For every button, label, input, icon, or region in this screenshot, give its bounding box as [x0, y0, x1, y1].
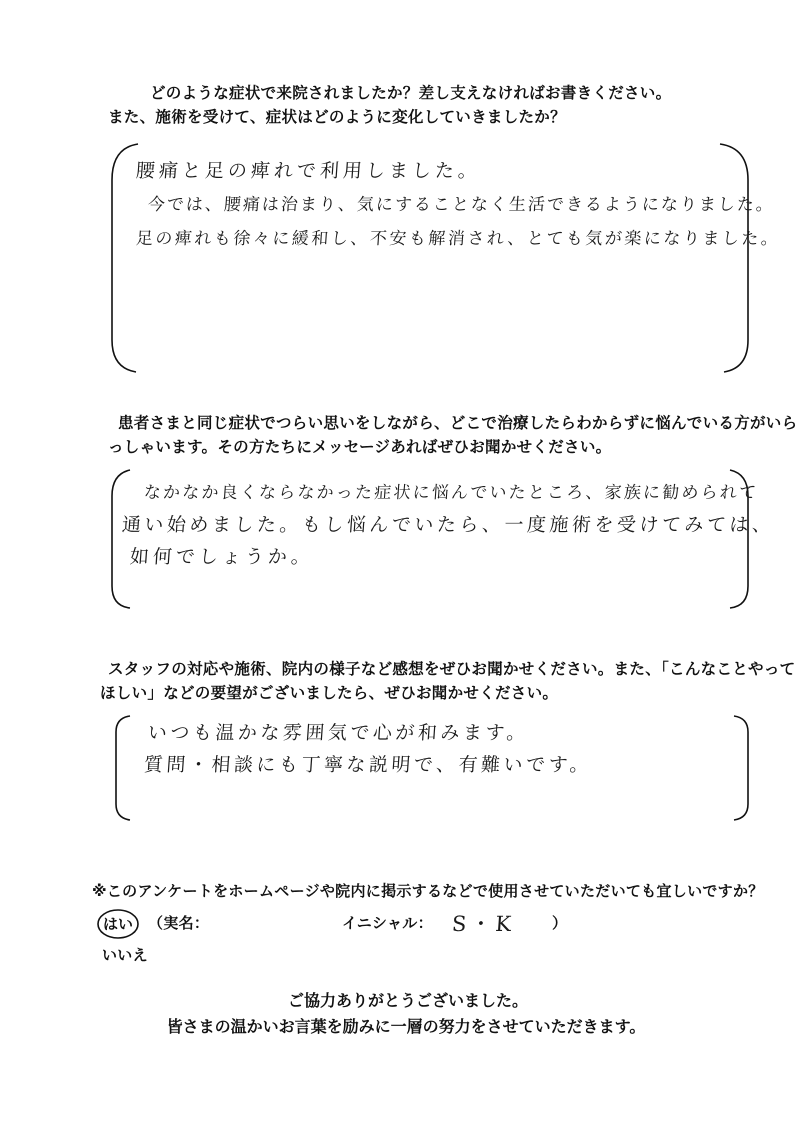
consent-close-paren: ）	[552, 914, 568, 932]
consent-yes-option[interactable]	[96, 908, 140, 940]
question-2-line-1: 患者さまと同じ症状でつらい思いをしながら、どこで治療したらわからずに悩んでいる方がいら	[118, 414, 798, 432]
footer-thanks: ご協力ありがとうございました。	[287, 991, 528, 1010]
question-3-line-1: スタッフの対応や施術、院内の様子など感想をぜひお聞かせください。また、「こんなことやって	[108, 660, 796, 678]
answer-1-line-3: 足の痺れも徐々に緩和し、不安も解消され、とても気が楽になりました。	[135, 229, 782, 249]
answer-2-box	[108, 466, 776, 612]
consent-no-option[interactable]: いいえ	[102, 946, 148, 964]
answer-2-line-3: 如何でしょうか。	[129, 546, 315, 568]
consent-question: ※このアンケートをホームページや院内に掲示するなどで使用させていただいても宜しいですか？	[92, 882, 764, 900]
answer-3-line-1: いつも温かな雰囲気で心が和みます。	[147, 722, 530, 744]
question-2-line-2: っしゃいます。その方たちにメッセージあればぜひお聞かせください。	[108, 438, 612, 456]
consent-realname-label: （実名：	[148, 914, 210, 932]
consent-initial-label: イニシャル：	[342, 914, 433, 932]
answer-2-line-1: なかなか良くならなかった症状に悩んでいたところ、家族に勧められて	[143, 483, 759, 503]
question-1-line-1: どのような症状で来院されましたか？差し支えなければお書きください。	[150, 84, 672, 102]
footer-message: 皆さまの温かいお言葉を励みに一層の努力をさせていただきます。	[166, 1017, 646, 1036]
consent-initial-value: S・K	[451, 912, 516, 936]
answer-3-line-2: 質問・相談にも丁寧な説明で、有難いです。	[143, 754, 593, 776]
answer-3-box	[108, 712, 754, 824]
answer-1-line-1: 腰痛と足の痺れで利用しました。	[135, 160, 482, 182]
answer-1-line-2: 今では、腰痛は治まり、気にすることなく生活できるようになりました。	[147, 195, 776, 215]
answer-2-line-2: 通い始めました。もし悩んでいたら、一度施術を受けてみては、	[121, 514, 776, 536]
question-3-line-2: ほしい」などの要望がございましたら、ぜひお聞かせください。	[100, 684, 559, 702]
consent-yes-label: はい	[103, 915, 134, 933]
question-1-line-2: また、施術を受けて、症状はどのように変化していきましたか？	[108, 108, 566, 126]
answer-1-box	[108, 140, 782, 376]
